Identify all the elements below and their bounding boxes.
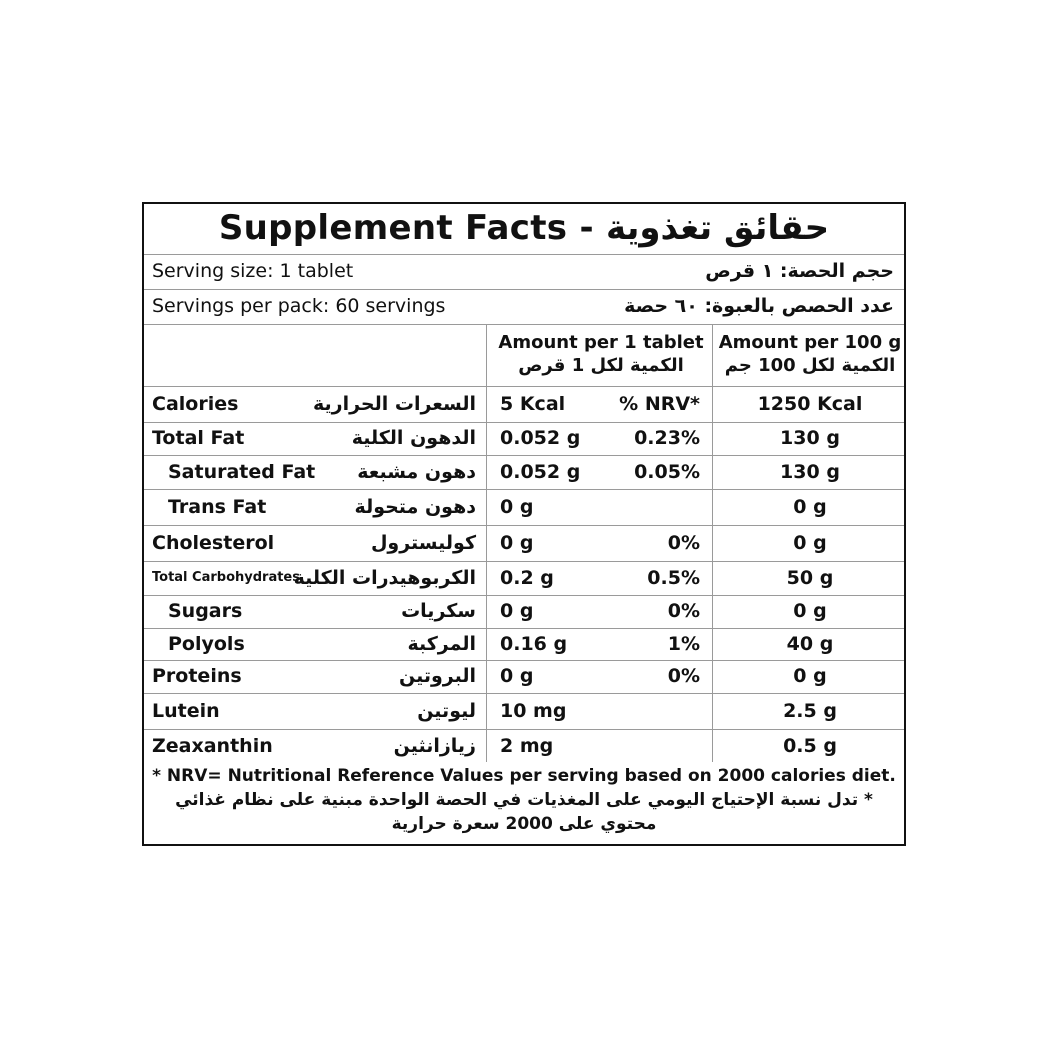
nutrient-name-ar: الدهون الكلية bbox=[351, 427, 476, 449]
nutrient-name-ar: زيازانثين bbox=[393, 735, 476, 757]
nutrient-name-ar: البروتين bbox=[398, 665, 476, 687]
amount-per-tablet: 5 Kcal bbox=[500, 393, 566, 415]
nutrient-row bbox=[144, 561, 904, 596]
amount-per-tablet: 0 g bbox=[500, 600, 534, 622]
amount-per-tablet: 2 mg bbox=[500, 735, 554, 757]
footnote bbox=[144, 764, 904, 836]
nutrient-name-en: Total Fat bbox=[152, 427, 245, 449]
amount-per-100g: 1250 Kcal bbox=[757, 393, 863, 415]
amount-per-tablet: 0.052 g bbox=[500, 427, 581, 449]
nutrient-row bbox=[144, 729, 904, 764]
nrv-percent: 0% bbox=[667, 600, 700, 622]
nrv-percent: 0% bbox=[667, 532, 700, 554]
amount-per-tablet: 0 g bbox=[500, 665, 534, 687]
panel-title: Supplement Facts - حقائق تغذوية bbox=[218, 208, 830, 248]
nutrient-name-en: Trans Fat bbox=[168, 496, 267, 518]
amount-per-100g: 130 g bbox=[780, 427, 840, 449]
nutrient-name-ar: الكربوهيدرات الكلية bbox=[293, 567, 476, 589]
header-per-tablet-en: Amount per 1 tablet bbox=[498, 332, 704, 353]
amount-per-tablet: 0.052 g bbox=[500, 461, 581, 483]
supplement-facts-panel bbox=[142, 202, 906, 846]
nutrient-row bbox=[144, 693, 904, 730]
nutrient-name-en: Saturated Fat bbox=[168, 461, 316, 483]
amount-per-100g: 40 g bbox=[786, 633, 834, 655]
nrv-percent: 0.05% bbox=[634, 461, 700, 483]
serving-size-row bbox=[144, 254, 904, 290]
nutrient-name-ar: السعرات الحرارية bbox=[312, 393, 476, 415]
amount-per-100g: 50 g bbox=[786, 567, 834, 589]
nutrient-row bbox=[144, 455, 904, 490]
amount-per-tablet: 10 mg bbox=[500, 700, 567, 722]
nutrient-name-ar: المركبة bbox=[407, 633, 476, 655]
amount-per-tablet: 0 g bbox=[500, 532, 534, 554]
divider-name-amount bbox=[486, 324, 487, 762]
nutrient-row bbox=[144, 660, 904, 694]
nutrient-row bbox=[144, 628, 904, 661]
nutrient-name-en: Sugars bbox=[168, 600, 243, 622]
nrv-percent: 0% bbox=[667, 665, 700, 687]
nutrient-name-ar: دهون متحولة bbox=[354, 496, 476, 518]
nutrient-name-en: Zeaxanthin bbox=[152, 735, 273, 757]
amount-per-100g: 2.5 g bbox=[783, 700, 837, 722]
column-header-row bbox=[144, 324, 904, 387]
footnote-ar-line2: محتوي على 2000 سعرة حرارية bbox=[391, 814, 657, 834]
divider-amount-100g bbox=[712, 324, 713, 762]
nutrient-row bbox=[144, 595, 904, 629]
amount-per-100g: 0.5 g bbox=[783, 735, 837, 757]
footnote-en: * NRV= Nutritional Reference Values per serving based on 2000 calories diet. bbox=[152, 766, 896, 786]
header-per-100g-en: Amount per 100 g bbox=[718, 332, 902, 353]
header-per-tablet-ar: الكمية لكل 1 قرص bbox=[518, 355, 684, 376]
amount-per-tablet: 0.16 g bbox=[500, 633, 568, 655]
amount-per-100g: 130 g bbox=[780, 461, 840, 483]
amount-per-100g: 0 g bbox=[793, 665, 827, 687]
servings-per-pack-en: Servings per pack: 60 servings bbox=[152, 295, 446, 317]
nutrient-name-en: Cholesterol bbox=[152, 532, 275, 554]
nutrient-name-en: Total Carbohydrates bbox=[152, 570, 300, 585]
serving-size-en: Serving size: 1 tablet bbox=[152, 260, 354, 282]
nutrient-row bbox=[144, 386, 904, 423]
header-per-100g bbox=[714, 331, 906, 377]
amount-per-100g: 0 g bbox=[793, 532, 827, 554]
title-row bbox=[144, 204, 904, 255]
nutrient-name-ar: كوليسترول bbox=[370, 532, 476, 554]
nutrient-name-en: Calories bbox=[152, 393, 239, 415]
nrv-percent: 0.5% bbox=[647, 567, 700, 589]
nutrient-row bbox=[144, 422, 904, 456]
amount-per-100g: 0 g bbox=[793, 496, 827, 518]
nutrient-name-en: Proteins bbox=[152, 665, 242, 687]
servings-per-pack-row bbox=[144, 289, 904, 325]
nutrient-name-ar: دهون مشبعة bbox=[357, 461, 476, 483]
header-per-100g-ar: الكمية لكل 100 جم bbox=[724, 355, 896, 376]
nutrient-name-en: Lutein bbox=[152, 700, 220, 722]
amount-per-tablet: 0 g bbox=[500, 496, 534, 518]
nrv-percent: % NRV* bbox=[619, 393, 700, 415]
footnote-ar-line1: * تدل نسبة الإحتياج اليومي على المغذيات في الحصة الواحدة مبنية على نظام غذائي bbox=[175, 790, 873, 810]
servings-per-pack-ar: عدد الحصص بالعبوة: ٦٠ حصة bbox=[624, 295, 894, 317]
serving-size-ar: حجم الحصة: ١ قرص bbox=[705, 260, 894, 282]
nutrient-name-en: Polyols bbox=[168, 633, 245, 655]
nrv-percent: 1% bbox=[667, 633, 700, 655]
nrv-percent: 0.23% bbox=[634, 427, 700, 449]
amount-per-100g: 0 g bbox=[793, 600, 827, 622]
nutrient-row bbox=[144, 525, 904, 562]
amount-per-tablet: 0.2 g bbox=[500, 567, 554, 589]
nutrient-name-ar: ليوتين bbox=[417, 700, 476, 722]
nutrient-row bbox=[144, 489, 904, 526]
nutrient-name-ar: سكريات bbox=[401, 600, 476, 622]
header-per-tablet bbox=[488, 331, 714, 377]
